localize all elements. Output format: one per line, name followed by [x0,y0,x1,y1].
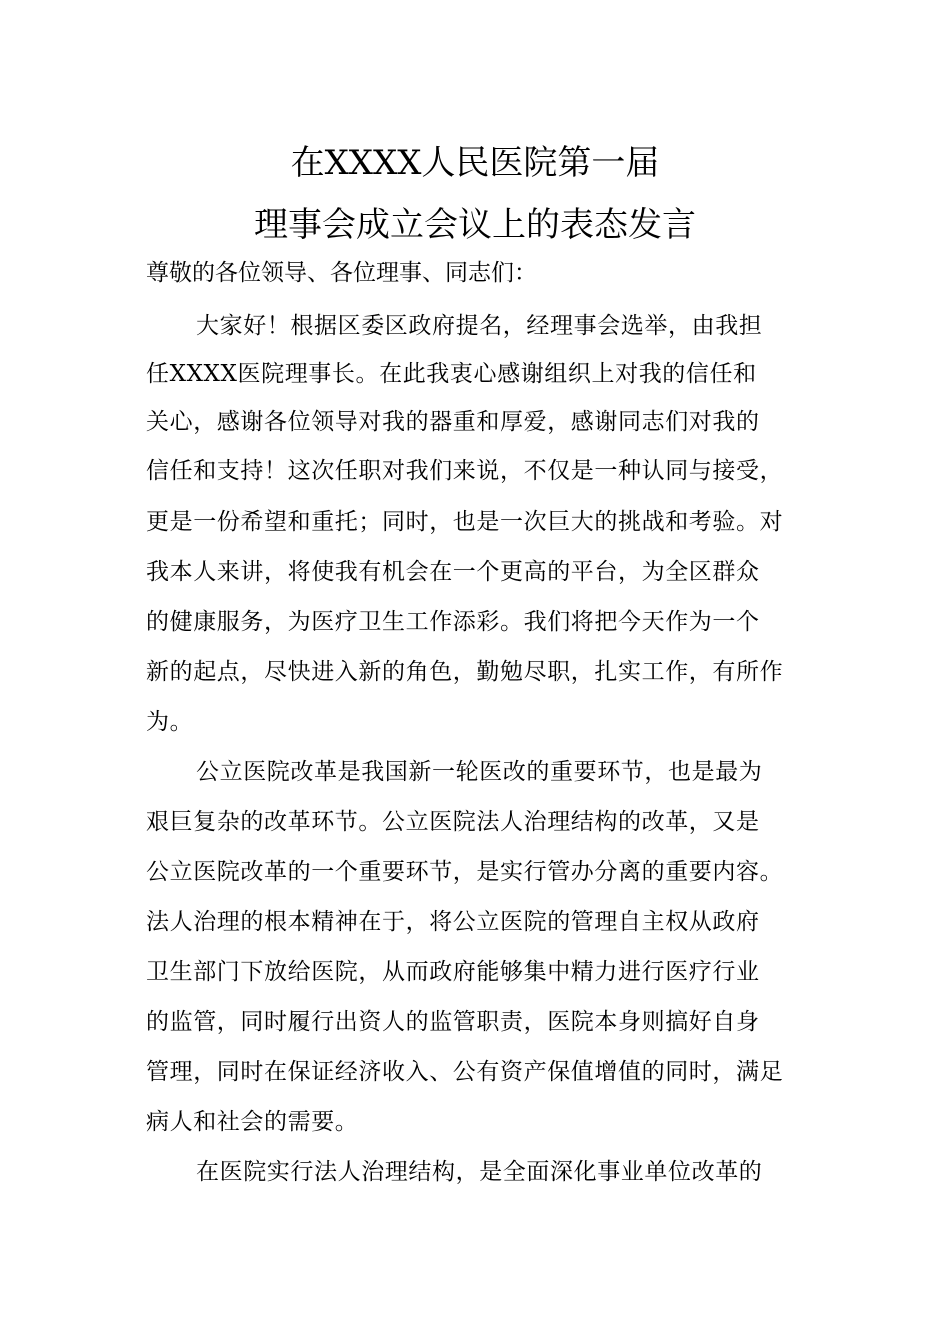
body-line: 大家好！根据区委区政府提名，经理事会选举，由我担 [196,313,763,339]
body-line: 为。 [146,709,194,735]
body-line: 的健康服务，为医疗卫生工作添彩。我们将把今天作为一个 [146,609,760,635]
document-title-line-2: 理事会成立会议上的表态发言 [254,205,696,245]
body-line: 公立医院改革的一个重要环节，是实行管办分离的重要内容。 [146,859,784,885]
body-line: 病人和社会的需要。 [146,1109,359,1135]
body-line: 的监管，同时履行出资人的监管职责，医院本身则搞好自身 [146,1009,760,1035]
body-line: 信任和支持！这次任职对我们来说，不仅是一种认同与接受， [146,458,784,484]
body-line: 法人治理的根本精神在于，将公立医院的管理自主权从政府 [146,909,760,935]
body-line: 卫生部门下放给医院，从而政府能够集中精力进行医疗行业 [146,959,760,985]
body-line: 任XXXX医院理事长。在此我衷心感谢组织上对我的信任和 [146,361,757,387]
body-line: 更是一份希望和重托；同时，也是一次巨大的挑战和考验。对 [146,509,784,535]
body-line: 公立医院改革是我国新一轮医改的重要环节，也是最为 [196,759,763,785]
body-line: 管理，同时在保证经济收入、公有资产保值增值的同时，满足 [146,1059,784,1085]
body-line: 艰巨复杂的改革环节。公立医院法人治理结构的改革，又是 [146,809,760,835]
body-line: 我本人来讲，将使我有机会在一个更高的平台，为全区群众 [146,559,760,585]
body-line: 关心，感谢各位领导对我的器重和厚爱，感谢同志们对我的 [146,409,760,435]
salutation: 尊敬的各位领导、各位理事、同志们： [146,260,537,286]
body-line: 新的起点，尽快进入新的角色，勤勉尽职，扎实工作，有所作 [146,659,784,685]
body-line: 在医院实行法人治理结构，是全面深化事业单位改革的 [196,1159,763,1185]
document-title-line-1: 在XXXX人民医院第一届 [290,143,660,183]
